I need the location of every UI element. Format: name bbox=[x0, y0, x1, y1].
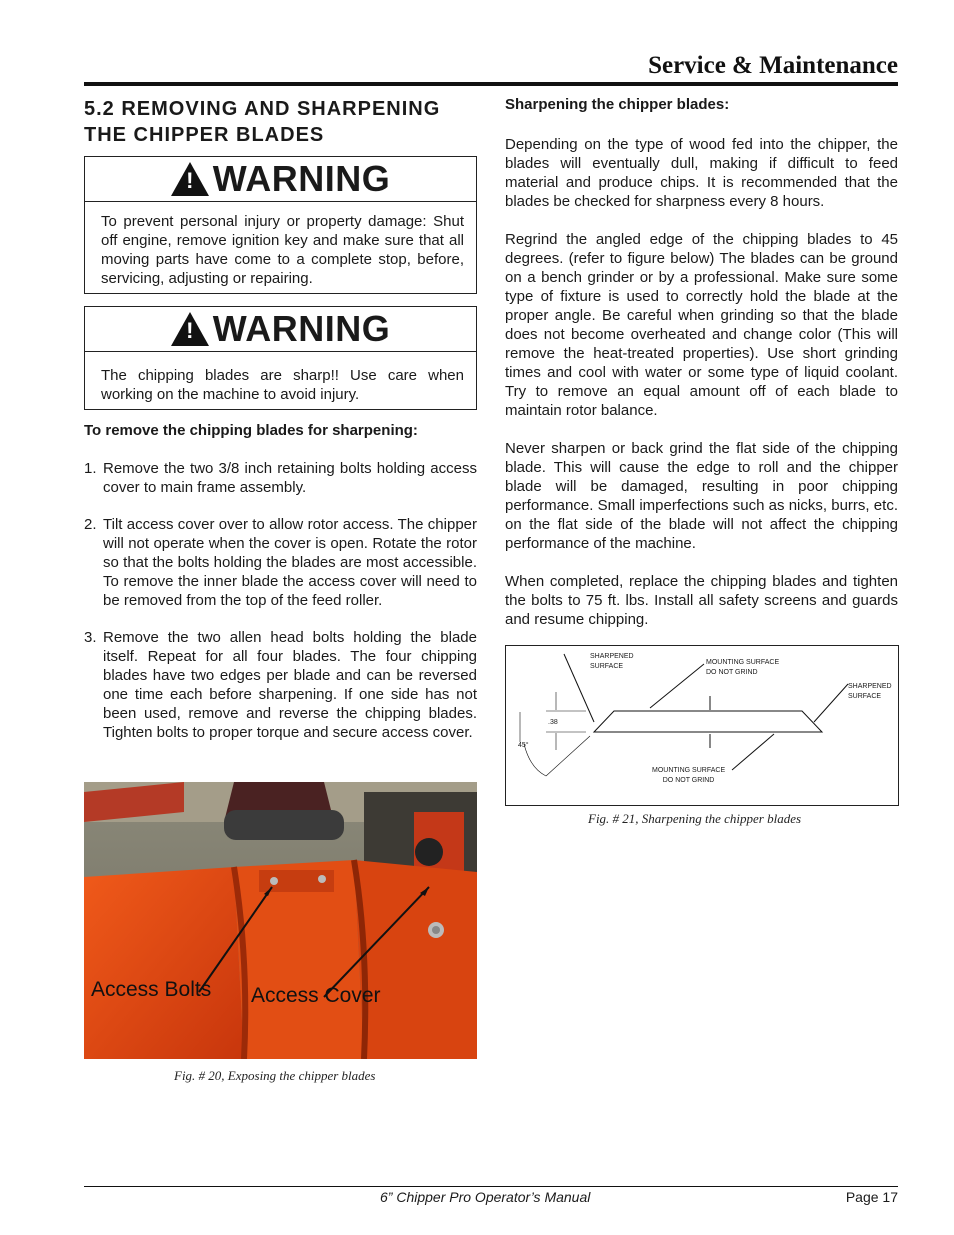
photo-label-access-bolts: Access Bolts bbox=[91, 978, 212, 1001]
photo-label-access-cover: Access Cover bbox=[251, 984, 381, 1007]
sharpening-paragraph: Depending on the type of wood fed into the chipper, the blades will eventually dull, making if difficult to feed material and produce chips. It is recommended that the blades be checked for sharpness every 8 hours. bbox=[505, 136, 898, 210]
footer-manual-title: 6” Chipper Pro Operator’s Manual bbox=[380, 1189, 591, 1205]
warning-box-1 bbox=[84, 156, 477, 294]
diagram-label: SHARPENED SURFACE bbox=[590, 653, 634, 670]
chipper-photo bbox=[84, 782, 477, 1059]
step-number: 2. bbox=[84, 516, 97, 533]
warning-header bbox=[85, 157, 476, 202]
warning-header bbox=[85, 307, 476, 352]
sharpening-paragraph: When completed, replace the chipping blades and tighten the bolts to 75 ft. lbs. Install all safety screens and guards and resume chipping. bbox=[505, 573, 898, 628]
warning-triangle-icon: ! bbox=[171, 162, 209, 196]
diagram-angle-label: 45° bbox=[518, 742, 529, 749]
removal-step bbox=[84, 628, 477, 742]
footer-page-number: Page 17 bbox=[845, 1189, 898, 1205]
removal-heading: To remove the chipping blades for sharpening: bbox=[84, 422, 418, 439]
diagram-dim-label: .38 bbox=[548, 719, 558, 726]
step-text: Tilt access cover over to allow rotor access. The chipper will not operate when the cover is open. Rotate the rotor so that the bolts holding the blades are most accessible. To remove the inner blade the access cover will need to be removed from the top of the feed roller. bbox=[103, 516, 477, 609]
diagram-label: MOUNTING SURFACE DO NOT GRIND bbox=[706, 659, 780, 676]
warning-label: WARNING bbox=[212, 158, 391, 199]
warning-text: The chipping blades are sharp!! Use care when working on the machine to avoid injury. bbox=[101, 367, 464, 403]
step-number: 3. bbox=[84, 629, 97, 646]
section-title: 5.2 REMOVING AND SHARPENING THE CHIPPER BLADES bbox=[84, 98, 441, 146]
warning-text: To prevent personal injury or property damage: Shut off engine, remove ignition key and make sure that all moving parts have come to a complete stop, before, servicing, adjusting or repairing. bbox=[101, 213, 464, 287]
sharpening-paragraph: Regrind the angled edge of the chipping blades to 45 degrees. (refer to figure below) The blades can be ground on a bench grinder or by a professional. Make sure some type of fixture is used to correctly hold the blade at the proper angle. Be careful when grinding so that the blade does not become overheated and change color (This will remove the heat-treated properties). Use short grinding times and cool with water or some type of liquid coolant. Try to remove an equal amount off of each blade to maintain rotor balance. bbox=[505, 231, 898, 419]
diagram-label: MOUNTING SURFACE DO NOT GRIND bbox=[652, 767, 726, 784]
right-column bbox=[505, 96, 898, 648]
photo-caption: Fig. # 20, Exposing the chipper blades bbox=[174, 1068, 376, 1083]
sharpening-paragraph: Never sharpen or back grind the flat side of the chipping blade. This will cause the edge to roll and the chipper blade will be damaged, resulting in poor chipping performance. Small imperfections such as nicks, burrs, etc. on the flat side of the blade will not affect the chipping performance of the machine. bbox=[505, 440, 898, 552]
warning-label: WARNING bbox=[212, 308, 391, 349]
step-text: Remove the two allen head bolts holding the blade itself. Repeat for all four blades. The four chipping blades have two edges per blade and can be reversed one time each before sharpening. If one side has not been used, remove and reverse the chipping blades. Tighten bolts to proper torque and secure access cover. bbox=[103, 629, 477, 741]
step-number: 1. bbox=[84, 460, 97, 477]
removal-step bbox=[84, 515, 477, 610]
step-text: Remove the two 3/8 inch retaining bolts holding access cover to main frame assembly. bbox=[103, 460, 477, 496]
diagram-caption: Fig. # 21, Sharpening the chipper blades bbox=[588, 811, 802, 826]
left-column bbox=[84, 96, 477, 760]
blade-diagram bbox=[505, 645, 899, 806]
removal-step bbox=[84, 459, 477, 497]
diagram-label: SHARPENED SURFACE bbox=[848, 683, 892, 700]
sharpening-heading: Sharpening the chipper blades: bbox=[505, 96, 730, 113]
header-rule bbox=[84, 82, 898, 86]
page-header-title: Service & Maintenance bbox=[648, 52, 898, 79]
footer-rule bbox=[84, 1186, 898, 1187]
warning-box-2 bbox=[84, 306, 477, 410]
warning-triangle-icon: ! bbox=[171, 312, 209, 346]
